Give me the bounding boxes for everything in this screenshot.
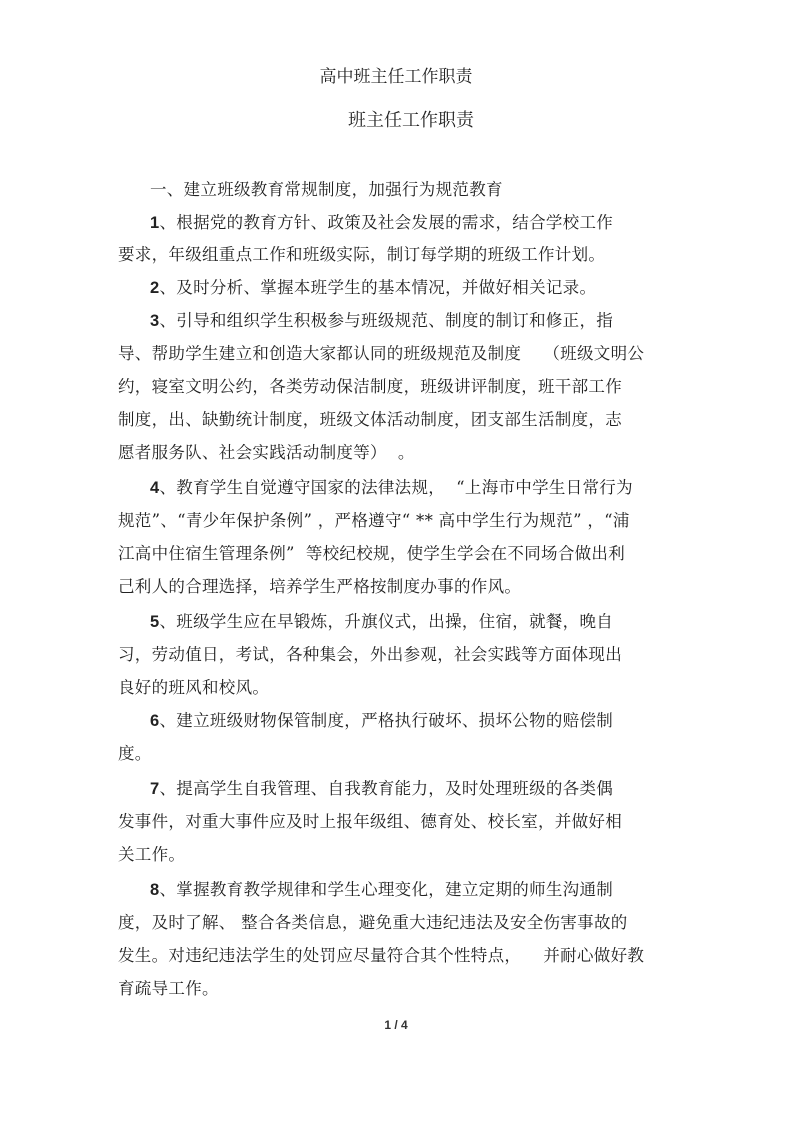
item-8-line-2: 度，及时了解、 整合各类信息，避免重大违纪违法及安全伤害事故的 — [118, 913, 628, 932]
item-4-line-4: 己利人的合理选择，培养学生严格按制度办事的作风。 — [118, 577, 522, 596]
item-5-line-3: 良好的班风和校风。 — [118, 678, 270, 697]
item-3-line-4: 制度，出、缺勤统计制度，班级文体活动制度，团支部生活制度，志 — [118, 410, 622, 429]
section-heading: 一、建立班级教育常规制度，加强行为规范教育 — [150, 180, 503, 199]
item-7-line-1: 7、提高学生自我管理、自我教育能力，及时处理班级的各类偶 — [150, 779, 614, 798]
item-3-line-1: 3、引导和组织学生积极参与班级规范、制度的制订和修正，指 — [150, 311, 614, 330]
item-1-line-2: 要求，年级组重点工作和班级实际，制订每学期的班级工作计划。 — [118, 245, 606, 264]
item-2-line-1: 2、及时分析、掌握本班学生的基本情况，并做好相关记录。 — [150, 278, 597, 297]
item-6-line-2: 度。 — [118, 744, 152, 763]
item-5-line-2: 习，劳动值日，考试，各种集会，外出参观，社会实践等方面体现出 — [118, 645, 622, 664]
item-8-line-4: 育疏导工作。 — [118, 979, 219, 998]
item-7-line-2: 发事件，对重大事件应及时上报年级组、德育处、校长室，并做好相 — [118, 812, 622, 831]
item-1-line-1: 1、根据党的教育方针、政策及社会发展的需求，结合学校工作 — [150, 213, 614, 232]
document-title: 高中班主任工作职责 — [319, 67, 473, 87]
item-5-line-1: 5、班级学生应在早锻炼，升旗仪式，出操，住宿，就餐，晚自 — [150, 612, 614, 631]
document-subtitle: 班主任工作职责 — [348, 110, 474, 131]
item-4-line-1: 4、教育学生自觉遵守国家的法律法规， “上海市中学生日常行为 — [150, 478, 633, 497]
item-4-line-3: 江高中住宿生管理条例” 等校纪校规，使学生学会在不同场合做出利 — [118, 544, 626, 563]
item-4-line-2: 规范”、“青少年保护条例” ，严格遵守“ ** 高中学生行为规范” ，“浦 — [118, 511, 630, 530]
item-8-line-3: 发生。对违纪违法学生的处罚应尽量符合其个性特点， 并耐心做好教 — [118, 946, 645, 965]
item-3-line-2: 导、帮助学生建立和创造大家都认同的班级规范及制度 （班级文明公 — [118, 344, 645, 363]
item-7-line-3: 关工作。 — [118, 845, 186, 864]
item-8-line-1: 8、掌握教育教学规律和学生心理变化，建立定期的师生沟通制 — [150, 880, 614, 899]
item-6-line-1: 6、建立班级财物保管制度，严格执行破坏、损坏公物的赔偿制 — [150, 711, 614, 730]
page-number: 1 / 4 — [384, 1018, 408, 1032]
item-3-line-3: 约，寝室文明公约，各类劳动保洁制度，班级讲评制度，班干部工作 — [118, 377, 622, 396]
item-3-line-5: 愿者服务队、社会实践活动制度等） 。 — [118, 443, 415, 462]
